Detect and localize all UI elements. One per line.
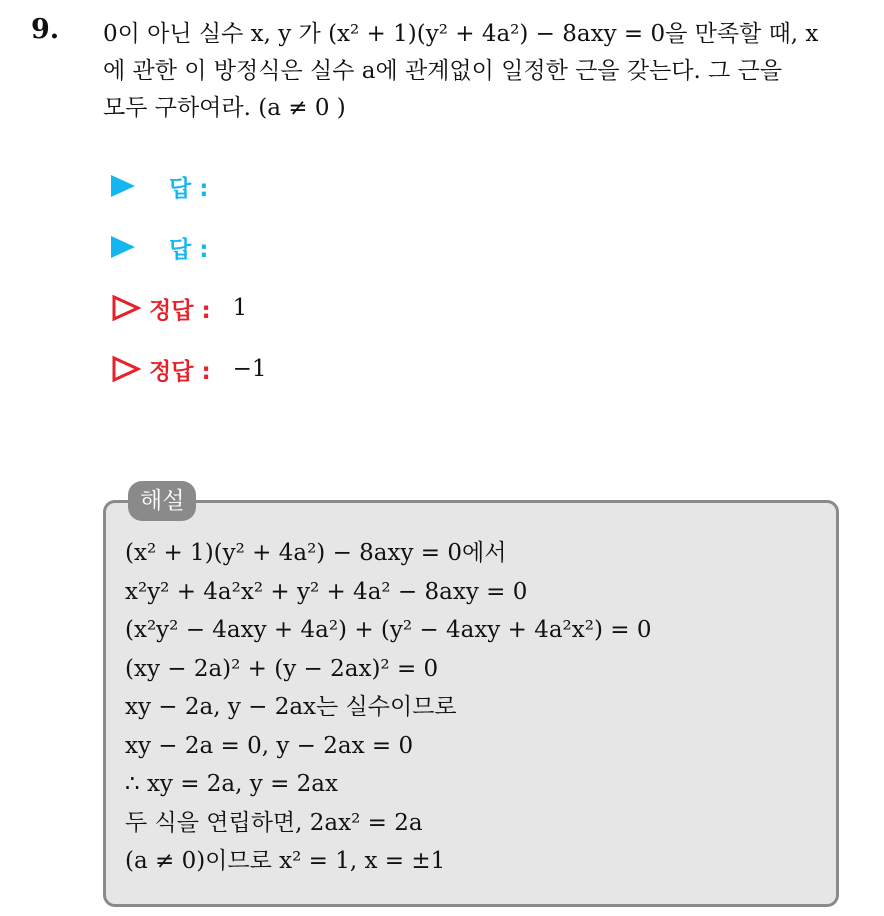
answer-label: 답 : [169, 236, 209, 263]
correct-answer-label: 정답 : [149, 297, 211, 324]
question-line-1: 0이 아닌 실수 x, y 가 (x² + 1)(y² + 4a²) − 8axy = 0을 만족할 때, x [103, 21, 819, 47]
solution-tag: 해설 [128, 481, 196, 521]
outline-triangle-icon [111, 294, 141, 322]
correct-answer-row-1 [111, 288, 247, 328]
solution-line-3: (x²y² − 4axy + 4a²) + (y² − 4axy + 4a²x²) = 0 [125, 617, 652, 643]
answer-blank-row-2 [111, 227, 208, 267]
solution-line-5: xy − 2a, y − 2ax는 실수이므로 [125, 694, 457, 720]
correct-answer-label: 정답 : [149, 358, 211, 385]
question-text [103, 16, 863, 127]
answer-blank-row-1 [111, 166, 208, 206]
solution-line-1: (x² + 1)(y² + 4a²) − 8axy = 0에서 [125, 540, 507, 566]
play-triangle-icon [111, 236, 135, 258]
solution-line-2: x²y² + 4a²x² + y² + 4a² − 8axy = 0 [125, 578, 528, 605]
solution-line-8: 두 식을 연립하면, 2ax² = 2a [125, 809, 423, 836]
answer-label: 답 : [169, 175, 209, 202]
correct-answer-value: −1 [232, 356, 267, 382]
solution-line-7: ∴ xy = 2a, y = 2ax [125, 771, 338, 797]
question-line-2: 에 관한 이 방정식은 실수 a에 관계없이 일정한 근을 갖는다. 그 근을 [103, 58, 783, 84]
correct-answer-row-2 [111, 349, 267, 389]
solution-line-9: (a ≠ 0)이므로 x² = 1, x = ±1 [125, 848, 446, 874]
outline-triangle-icon [111, 355, 141, 383]
solution-body [125, 534, 825, 881]
play-triangle-icon [111, 175, 135, 197]
correct-answer-value: 1 [232, 295, 248, 321]
question-line-3: 모두 구하여라. (a ≠ 0 ) [103, 95, 346, 121]
solution-line-4: (xy − 2a)² + (y − 2ax)² = 0 [125, 655, 439, 682]
question-number: 9. [31, 14, 60, 45]
solution-line-6: xy − 2a = 0, y − 2ax = 0 [125, 732, 414, 759]
